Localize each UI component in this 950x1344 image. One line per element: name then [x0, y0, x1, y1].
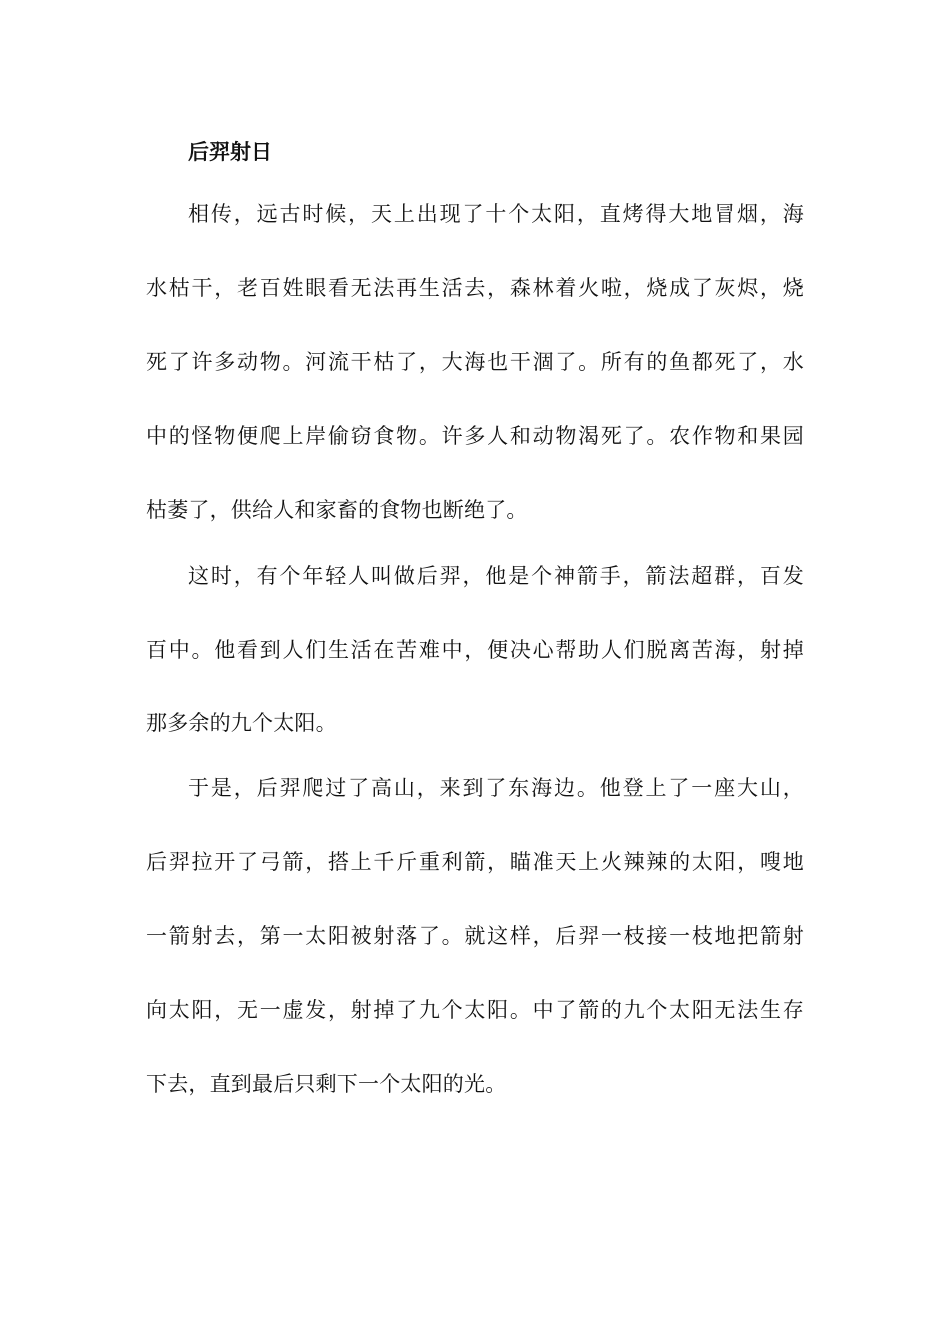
paragraph-2-line-3: 那多余的九个太阳。 [146, 711, 337, 735]
paragraph-1-line-3: 死了许多动物。河流干枯了，大海也干涸了。所有的鱼都死了，水 [146, 350, 804, 374]
paragraph-3-line-3: 一箭射去，第一太阳被射落了。就这样，后羿一枝接一枝地把箭射 [146, 924, 804, 948]
document-title: 后羿射日 [188, 140, 272, 164]
paragraph-3-line-1: 于是，后羿爬过了高山，来到了东海边。他登上了一座大山， [188, 776, 804, 800]
paragraph-1-line-2: 水枯干，老百姓眼看无法再生活去，森林着火啦，烧成了灰烬，烧 [146, 276, 804, 300]
paragraph-3-line-4: 向太阳，无一虚发，射掉了九个太阳。中了箭的九个太阳无法生存 [146, 998, 804, 1022]
paragraph-1-line-5: 枯萎了，供给人和家畜的食物也断绝了。 [146, 498, 528, 522]
paragraph-2-line-2: 百中。他看到人们生活在苦难中，便决心帮助人们脱离苦海，射掉 [146, 638, 804, 662]
paragraph-1-line-4: 中的怪物便爬上岸偷窃食物。许多人和动物渴死了。农作物和果园 [146, 424, 804, 448]
paragraph-2-line-1: 这时，有个年轻人叫做后羿，他是个神箭手，箭法超群，百发 [188, 564, 804, 588]
paragraph-3-line-2: 后羿拉开了弓箭，搭上千斤重利箭，瞄准天上火辣辣的太阳，嗖地 [146, 850, 804, 874]
paragraph-3-line-5: 下去，直到最后只剩下一个太阳的光。 [146, 1072, 507, 1096]
paragraph-1-line-1: 相传，远古时候，天上出现了十个太阳，直烤得大地冒烟，海 [188, 202, 804, 226]
